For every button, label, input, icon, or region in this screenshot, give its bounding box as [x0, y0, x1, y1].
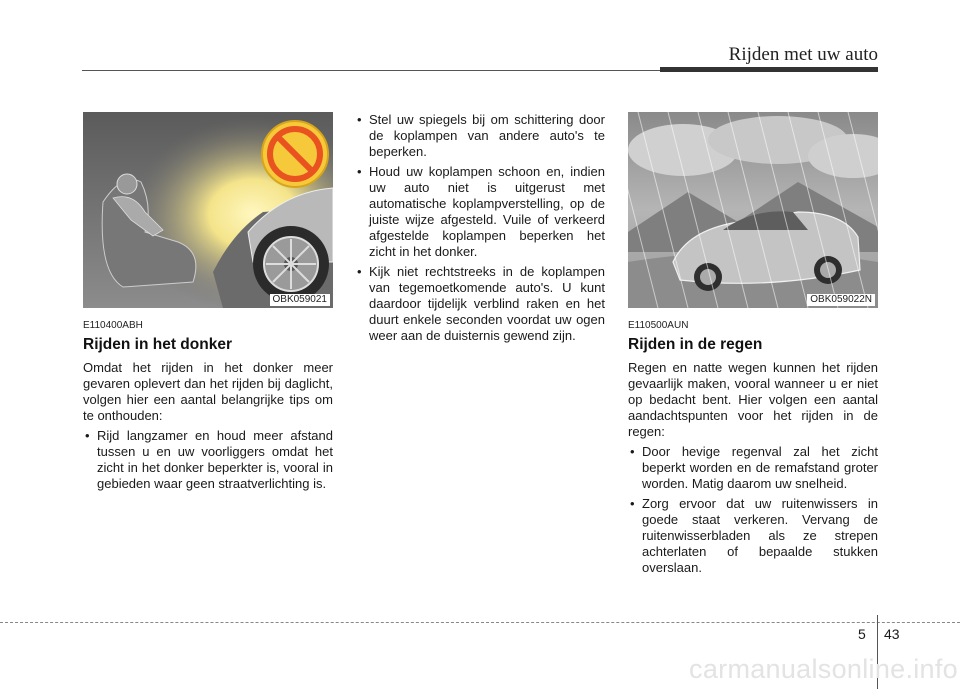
rain-car-image [628, 112, 878, 308]
no-entry-icon [262, 121, 328, 187]
page-number: 43 [884, 626, 900, 642]
chapter-number: 5 [858, 626, 866, 642]
footer-divider [0, 622, 960, 623]
tips-list [355, 112, 605, 344]
section-intro: Omdat het rijden in het donker meer gevaren oplevert dan het rijden bij daglicht, volgen hier een aantal belangrijke tips om te onthouden: [83, 360, 333, 423]
night-glare-image [83, 112, 333, 308]
section-code: E110400ABH [83, 320, 143, 331]
figure-code: OBK059021 [270, 294, 331, 306]
running-header: Rijden met uw auto [728, 44, 878, 65]
figure-code: OBK059022N [807, 294, 875, 306]
column-night-driving [83, 112, 333, 496]
section-intro: Regen en natte wegen kunnen het rijden gevaarlijk maken, vooral wanneer u er niet op bedacht bent. Hier volgen een aantal aandachtspunten voor het rijden in de regen: [628, 360, 878, 439]
list-item: • Kijk niet rechtstreeks in de koplampen van tegemoetkomende auto's. U kunt daardoor tijdelijk verblind raken en het duurt enkele seconden voordat uw ogen weer aan de duisternis gewend zijn. [355, 264, 605, 344]
list-item: • Rijd langzamer en houd meer afstand tussen u en uw voorliggers omdat het zicht in het donker beperkter is, vooral in gebieden waar geen straatverlichting is. [83, 428, 333, 492]
list-item: • Zorg ervoor dat uw ruitenwissers in goede staat verkeren. Vervang de ruitenwisserbladen als ze strepen achterlaten of bepaalde stukken overslaan. [628, 496, 878, 576]
section-code: E110500AUN [628, 320, 689, 331]
rain-driving-illustration [628, 112, 878, 308]
header-divider [82, 70, 660, 71]
tips-list [83, 428, 333, 492]
header-divider-bold [660, 67, 878, 72]
column-rain-driving [628, 112, 878, 580]
section-title: Rijden in de regen [628, 336, 763, 353]
list-item: • Door hevige regenval zal het zicht beperkt worden en de remafstand groter worden. Matig daarom uw snelheid. [628, 444, 878, 492]
column-night-driving-continued [355, 112, 605, 348]
watermark: carmanualsonline.info [689, 654, 958, 684]
list-item: • Stel uw spiegels bij om schittering door de koplampen van andere auto's te beperken. [355, 112, 605, 160]
night-driving-illustration [83, 112, 333, 308]
section-title: Rijden in het donker [83, 336, 232, 353]
tips-list [628, 444, 878, 576]
list-item: • Houd uw koplampen schoon en, indien uw auto niet is uitgerust met automatische koplampverstelling, op de juiste wijze afgesteld. Vuile of verkeerd afgestelde koplampen beperken het zicht in het donker. [355, 164, 605, 260]
